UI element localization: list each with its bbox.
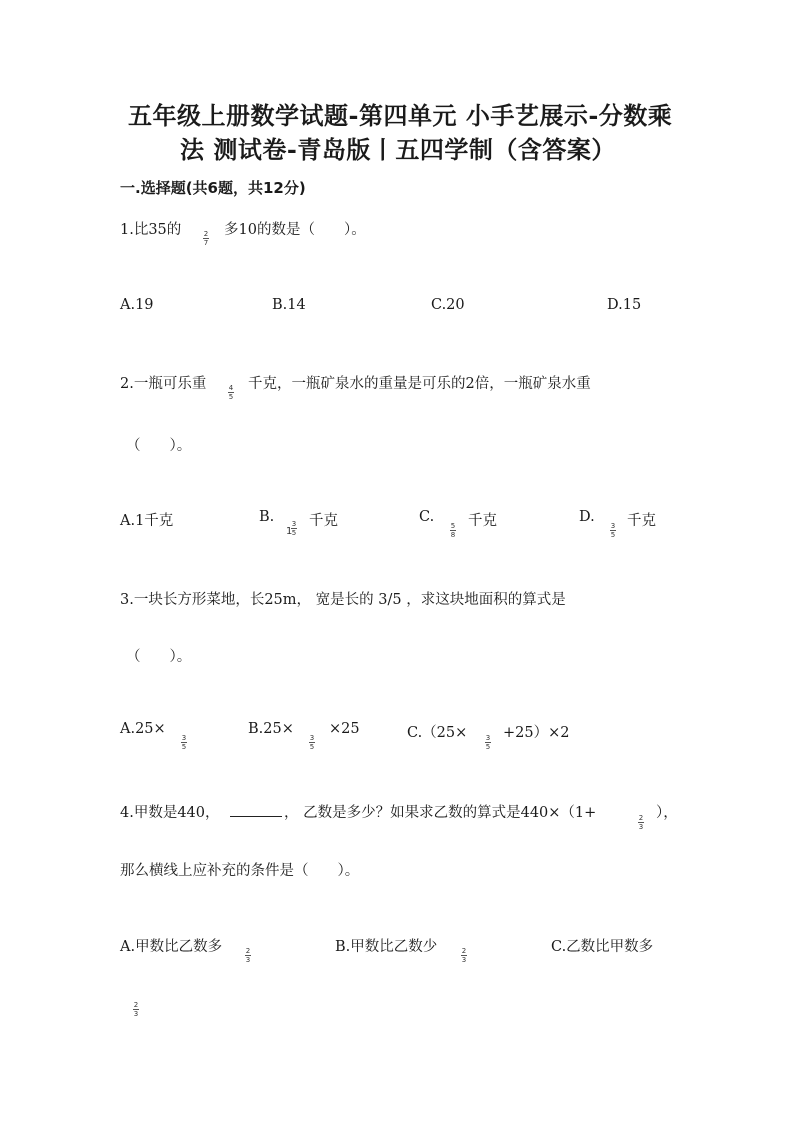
blank-underline xyxy=(230,802,282,817)
question-2-option-b-unit: 千克 xyxy=(309,513,338,529)
fraction-numerator: 2 xyxy=(461,947,467,955)
question-3-option-c-label[interactable]: C.（25× xyxy=(407,725,468,741)
fraction-denominator: 3 xyxy=(245,956,251,964)
question-3-option-b-label[interactable]: B.25× xyxy=(248,721,294,737)
fraction-numerator: 4 xyxy=(228,384,234,392)
question-3-option-b-after: ×25 xyxy=(329,721,360,737)
question-3-option-a-label[interactable]: A.25× xyxy=(120,721,166,737)
question-2-text-before: 2.一瓶可乐重 xyxy=(120,376,207,392)
fraction-numerator: 3 xyxy=(610,522,616,530)
page-title-line2: 法 测试卷-青岛版丨五四学制（含答案） xyxy=(180,135,616,164)
question-2-answer-paren: （ ）。 xyxy=(126,438,192,454)
question-2-option-b-label[interactable]: B. xyxy=(259,509,275,525)
fraction-denominator: 5 xyxy=(610,531,616,539)
question-4-text-middle: ， 乙数是多少？如果求乙数的算式是440×（1+ xyxy=(284,805,597,821)
question-4-option-c-fraction xyxy=(133,1001,139,1018)
question-2-option-c-fraction xyxy=(450,522,456,539)
fraction-numerator: 3 xyxy=(181,734,187,742)
fraction-denominator: 3 xyxy=(638,823,644,831)
question-3-option-c-fraction xyxy=(485,734,491,751)
question-4-option-b-label[interactable]: B.甲数比乙数少 xyxy=(335,939,438,955)
fraction-denominator: 5 xyxy=(181,743,187,751)
question-2-option-c-unit: 千克 xyxy=(468,513,497,529)
question-1-option-a[interactable]: A.19 xyxy=(120,297,154,313)
question-4-option-a-fraction xyxy=(245,947,251,964)
fraction-denominator: 3 xyxy=(461,956,467,964)
fraction-numerator: 3 xyxy=(309,734,315,742)
question-1-option-d[interactable]: D.15 xyxy=(607,297,642,313)
question-2-option-d-fraction xyxy=(610,522,616,539)
fraction-denominator: 5 xyxy=(228,393,234,401)
fraction-denominator: 5 xyxy=(309,743,315,751)
section-heading: 一.选择题(共6题，共12分) xyxy=(120,179,306,197)
question-3-option-a-fraction xyxy=(181,734,187,751)
question-2-text-after: 千克，一瓶矿泉水的重量是可乐的2倍，一瓶矿泉水重 xyxy=(248,376,591,392)
fraction-numerator: 2 xyxy=(133,1001,139,1009)
fraction-numerator: 2 xyxy=(245,947,251,955)
question-2-option-d-label[interactable]: D. xyxy=(579,509,595,525)
question-4-text-after: ）， xyxy=(656,805,678,821)
page-title-line1: 五年级上册数学试题-第四单元 小手艺展示-分数乘 xyxy=(128,101,673,130)
question-3-option-b-fraction xyxy=(309,734,315,751)
fraction-denominator: 8 xyxy=(450,531,456,539)
question-4-option-b-fraction xyxy=(461,947,467,964)
question-4-option-c-label[interactable]: C.乙数比甲数多 xyxy=(551,939,654,955)
fraction-denominator: 5 xyxy=(485,743,491,751)
question-4-blank-line xyxy=(230,802,282,821)
question-3-text: 3.一块长方形菜地，长25m， 宽是长的 3/5 ，求这块地面积的算式是 xyxy=(120,592,566,608)
fraction-numerator: 2 xyxy=(638,814,644,822)
question-4-option-a-label[interactable]: A.甲数比乙数多 xyxy=(120,939,223,955)
question-2-option-d-unit: 千克 xyxy=(627,513,656,529)
fraction-denominator: 3 xyxy=(133,1010,139,1018)
question-1-option-b[interactable]: B.14 xyxy=(272,297,306,313)
question-2-fraction xyxy=(228,384,234,401)
mixed-fraction xyxy=(291,520,297,537)
question-4-fraction xyxy=(638,814,644,831)
fraction-numerator: 3 xyxy=(485,734,491,742)
question-4-text-line2: 那么横线上应补充的条件是（ ）。 xyxy=(120,863,360,879)
question-1-text-before: 1.比35的 xyxy=(120,222,182,238)
question-1-option-c[interactable]: C.20 xyxy=(431,297,465,313)
question-2-option-c-label[interactable]: C. xyxy=(419,509,435,525)
fraction-numerator: 2 xyxy=(203,230,209,238)
fraction-numerator: 5 xyxy=(450,522,456,530)
mixed-whole: 1 xyxy=(286,526,293,537)
question-3-answer-paren: （ ）。 xyxy=(126,649,192,665)
question-3-option-c-after: +25）×2 xyxy=(503,725,570,741)
question-1-fraction xyxy=(203,230,209,247)
fraction-denominator: 5 xyxy=(291,529,297,537)
fraction-denominator: 7 xyxy=(203,239,209,247)
question-2-option-a[interactable]: A.1千克 xyxy=(120,513,174,529)
fraction-numerator: 3 xyxy=(291,520,297,528)
question-4-text-before: 4.甲数是440， xyxy=(120,805,220,821)
question-1-text-after: 多10的数是（ ）。 xyxy=(224,222,366,238)
